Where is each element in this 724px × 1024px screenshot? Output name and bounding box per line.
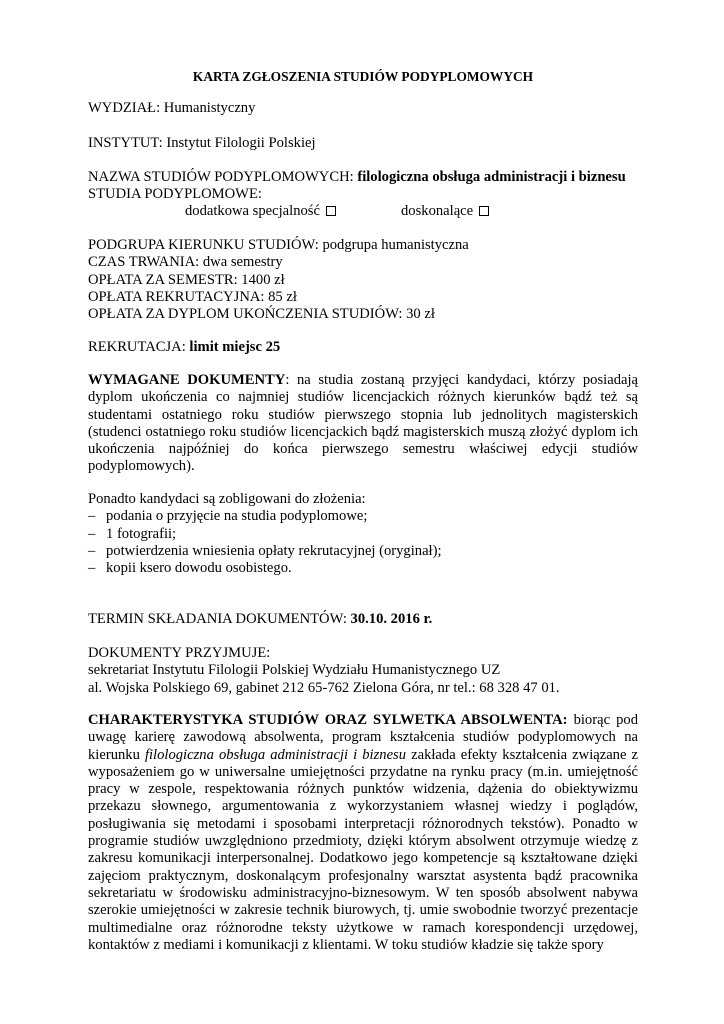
characteristics-label: CHARAKTERYSTYKA STUDIÓW ORAZ SYLWETKA ABSOLWENTA: (88, 712, 568, 728)
recruitment-fee-line: OPŁATA REKRUTACYJNA: 85 zł (88, 288, 297, 305)
additional-documents (88, 491, 638, 577)
deadline-value: 30.10. 2016 r. (350, 611, 433, 627)
option-improving-label: doskonalące (401, 203, 474, 219)
option-additional-specialty-label: dodatkowa specjalność (185, 203, 320, 219)
additional-documents-intro: Ponadto kandydaci są zobligowani do złożenia: (88, 491, 366, 507)
submission-office (88, 645, 638, 697)
deadline-label: TERMIN SKŁADANIA DOKUMENTÓW: (88, 611, 347, 627)
submission-office-address: al. Wojska Polskiego 69, gabinet 212 65-762 Zielona Góra, nr tel.: 68 328 47 01. (88, 679, 560, 696)
checkbox-additional-specialty[interactable] (326, 206, 336, 216)
characteristics-program-name: filologiczna obsługa administracji i biznesu (144, 746, 407, 763)
characteristics-text-1: biorąc pod uwagę karierę zawodową absolwenta, program kształcenia studiów podyplomowych na kierunku (88, 712, 638, 763)
faculty-label: WYDZIAŁ: (88, 100, 161, 116)
characteristics-text-2: zakłada efekty kształcenia związane z wyposażeniem go w uniwersalne umiejętności przydatne na rynku pracy (m.in. umiejętność pracy w zespole, respektowania różnych punktów widzenia, dążenia do obiektywizmu przekazu słownego, argumentowania z wykorzystaniem własnej wiedzy i poglądów, posługiwania się metodami i sposobami interpretacji różnorodnych tekstów). Ponadto w programie studiów uwzględniono przedmioty, dzięki którym absolwent otrzymuje wiedzę z zakresu komunikacji interpersonalnej. Dodatkowo jego kompetencje są kształtowane dzięki zajęciom praktycznym, doskonalącym profesjonalny warsztat asystenta bądź pracownika sekretariatu w środowisku administracyjno-biznesowym. W ten sposób absolwent nabywa szerokie umiejętności w zakresie technik biurowych, tj. umie swobodnie tworzyć prezentacje multimedialne oraz różnorodne teksty użytkowe w ramach korespondencji urzędowej, kontaktów z mediami i komunikacji z klientami. W toku studiów kładzie się także spory (88, 746, 638, 953)
document-title: KARTA ZGŁOSZENIA STUDIÓW PODYPLOMOWYCH (192, 69, 534, 84)
list-item: – podania o przyjęcie na studia podyplomowe; (88, 508, 638, 525)
program-name-label: NAZWA STUDIÓW PODYPLOMOWYCH: (88, 169, 354, 185)
institute-line (88, 135, 638, 152)
required-documents-paragraph (88, 372, 638, 476)
info-block (88, 237, 638, 323)
required-documents-text: : na studia zostaną przyjęci kandydaci, którzy posiadają dyplom ukończenia co najmniej studiów licencjackich różnych kierunków bądź też są studentami ostatniego roku studiów pierwszego stopnia lub jednolitych magisterskich (studenci ostatniego roku studiów licencjackich bądź magisterskich muszą złożyć dyplom ich ukończenia najpóźniej do końca pierwszego semestru właściwej edycji studiów podyplomowych). (88, 372, 638, 475)
program-name-value: filologiczna obsługa administracji i biznesu (357, 169, 626, 185)
recruitment-line (88, 339, 638, 356)
faculty-value: Humanistyczny (163, 100, 256, 116)
institute-value: Instytut Filologii Polskiej (166, 135, 316, 151)
study-type-options (88, 203, 638, 221)
faculty-line (88, 100, 638, 117)
option-additional-specialty[interactable] (185, 203, 336, 220)
deadline-line (88, 611, 638, 628)
characteristics-paragraph (88, 712, 638, 954)
submission-office-label: DOKUMENTY PRZYJMUJE: (88, 645, 271, 661)
checkbox-improving[interactable] (479, 206, 489, 216)
recruitment-label: REKRUTACJA: (88, 339, 186, 355)
required-documents-label: WYMAGANE DOKUMENTY (88, 372, 286, 388)
option-improving[interactable] (401, 203, 489, 220)
document-list (88, 508, 638, 577)
study-type-label: STUDIA PODYPLOMOWE: (88, 186, 262, 202)
duration-line: CZAS TRWANIA: dwa semestry (88, 254, 283, 271)
list-item: – 1 fotografii; (88, 526, 638, 543)
diploma-fee-line: OPŁATA ZA DYPLOM UKOŃCZENIA STUDIÓW: 30 zł (88, 306, 435, 323)
semester-fee-line: OPŁATA ZA SEMESTR: 1400 zł (88, 271, 285, 288)
subgroup-line: PODGRUPA KIERUNKU STUDIÓW: podgrupa humanistyczna (88, 237, 469, 253)
submission-office-name: sekretariat Instytutu Filologii Polskiej Wydziału Humanistycznego UZ (88, 662, 501, 679)
recruitment-value: limit miejsc 25 (189, 339, 281, 355)
institute-label: INSTYTUT: (88, 135, 163, 151)
list-item: – potwierdzenia wniesienia opłaty rekrutacyjnej (oryginał); (88, 543, 638, 560)
program-name-line (88, 169, 638, 186)
list-item: – kopii ksero dowodu osobistego. (88, 560, 638, 577)
